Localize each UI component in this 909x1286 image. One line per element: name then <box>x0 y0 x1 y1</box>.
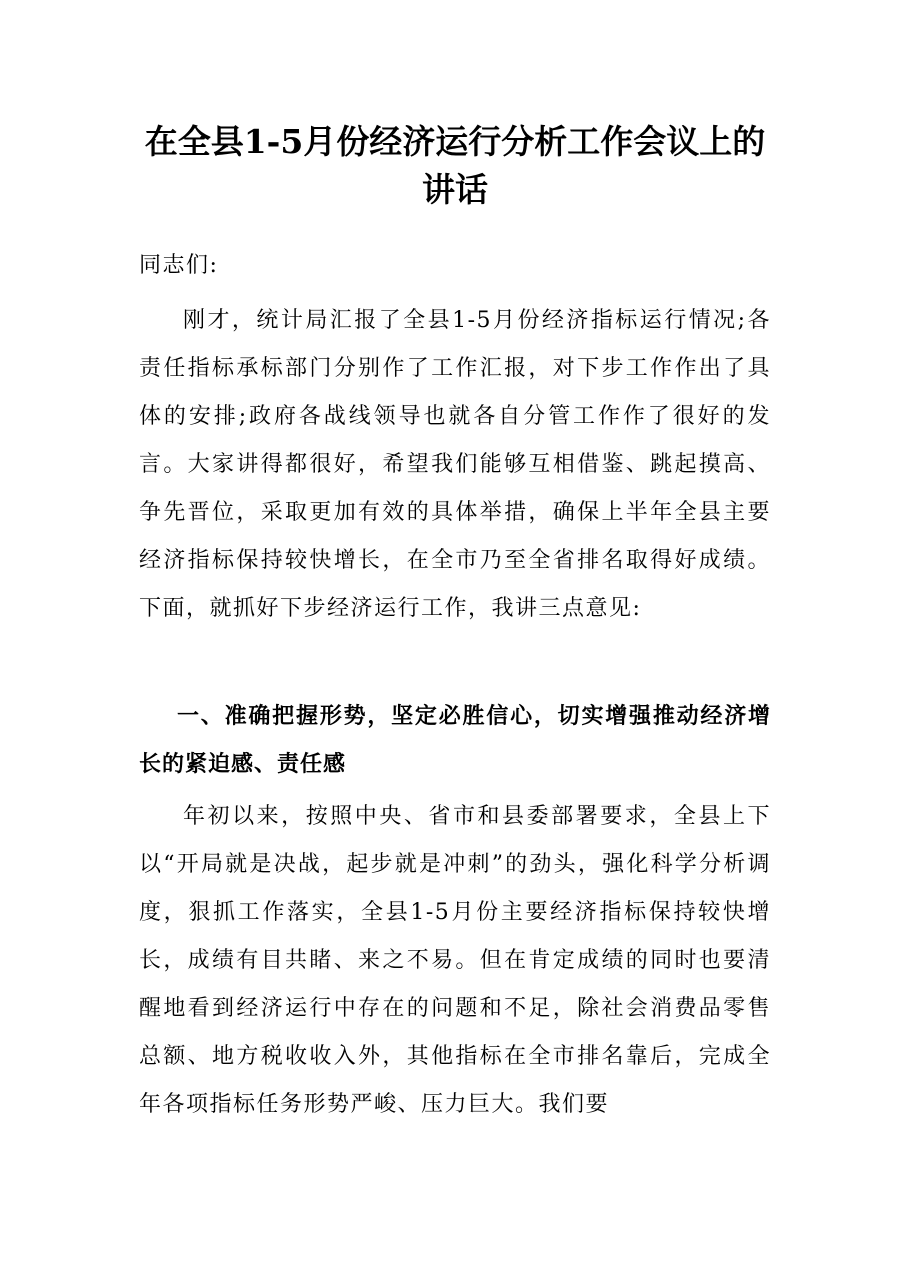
document-title: 在全县1-5月份经济运行分析工作会议上的讲话 <box>144 122 766 209</box>
paragraph-1: 刚才，统计局汇报了全县1-5月份经济指标运行情况;各责任指标承标部门分别作了工作汇报，对下步工作作出了具体的安排;政府各战线领导也就各自分管工作作了很好的发言。大家讲得都很好，希望我们能够互相借鉴、跳起摸高、争先晋位，采取更加有效的具体举措，确保上半年全县主要经济指标保持较快增长，在全市乃至全省排名取得好成绩。下面，就抓好下步经济运行工作，我讲三点意见: <box>139 308 771 621</box>
paragraph-2: 年初以来，按照中央、省市和县委部署要求，全县上下以“开局就是决战，起步就是冲刺”的劲头，强化科学分析调度，狠抓工作落实，全县1-5月份主要经济指标保持较快增长，成绩有目共睹、来之不易。但在肯定成绩的同时也要清醒地看到经济运行中存在的问题和不足，除社会消费品零售总额、地方税收收入外，其他指标在全市排名靠后，完成全年各项指标任务形势严峻、压力巨大。我们要 <box>139 804 771 1117</box>
section-1-heading: 一、准确把握形势，坚定必胜信心，切实增强推动经济增长的紧迫感、责任感 <box>139 703 771 777</box>
greeting: 同志们: <box>139 253 219 278</box>
